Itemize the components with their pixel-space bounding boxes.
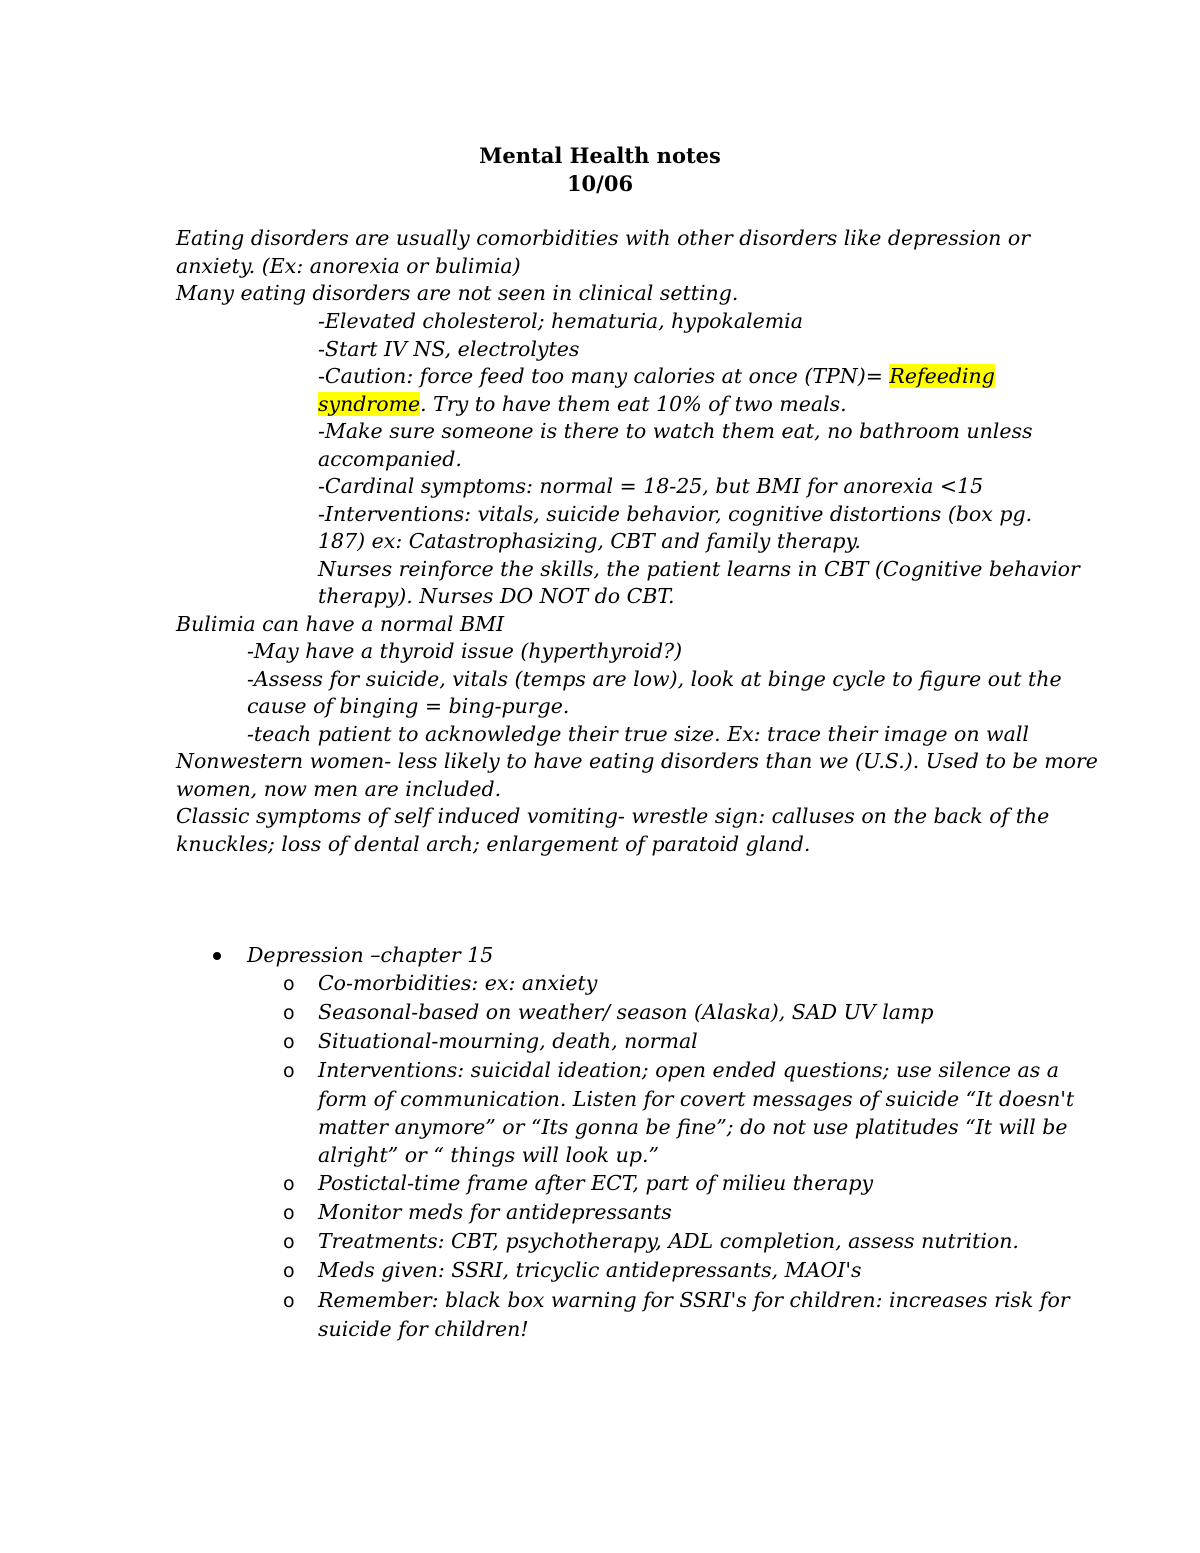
depression-item-continued: alright” or “ things will look up.” [318,1143,659,1167]
note-nurses-line-1: Nurses reinforce the skills, the patient learns in CBT (Cognitive behavior [318,557,1080,581]
depression-item: Seasonal-based on weather/ season (Alaska), SAD UV lamp [318,1000,934,1024]
sub-bullet-icon: o [283,1060,295,1082]
sub-bullet-icon: o [283,1260,295,1282]
note-watch-line-2: accompanied. [318,447,462,471]
note-start-iv: -Start IV NS, electrolytes [318,337,580,361]
sub-bullet-icon: o [283,973,295,995]
bulimia-assess-line-1: -Assess for suicide, vitals (temps are low), look at binge cycle to figure out the [247,667,1062,691]
many-disorders-line: Many eating disorders are not seen in clinical setting. [176,281,739,305]
highlight-refeeding: Refeeding [889,364,995,388]
sub-bullet-icon: o [283,1290,295,1312]
depression-item: Co-morbidities: ex: anxiety [318,971,598,995]
sub-bullet-icon: o [283,1231,295,1253]
depression-heading: Depression –chapter 15 [247,943,494,967]
note-cardinal-symptoms: -Cardinal symptoms: normal = 18-25, but BMI for anorexia <15 [318,474,984,498]
depression-item: Treatments: CBT, psychotherapy, ADL completion, assess nutrition. [318,1229,1019,1253]
note-nurses-line-2: therapy). Nurses DO NOT do CBT. [318,584,675,608]
nonwestern-line-2: women, now men are included. [176,777,502,801]
depression-item: Situational-mourning, death, normal [318,1029,698,1053]
caution-text-end: . Try to have them eat 10% of two meals. [420,392,847,416]
bulimia-teach: -teach patient to acknowledge their true size. Ex: trace their image on wall [247,722,1029,746]
sub-bullet-icon: o [283,1002,295,1024]
bulimia-thyroid: -May have a thyroid issue (hyperthyroid?) [247,639,683,663]
classic-symptoms-line-1: Classic symptoms of self induced vomiting- wrestle sign: calluses on the back of the [176,804,1050,828]
document-title: Mental Health notes [479,143,721,168]
bulimia-assess-line-2: cause of binging = bing-purge. [247,694,570,718]
note-watch-line-1: -Make sure someone is there to watch them eat, no bathroom unless [318,419,1033,443]
depression-item: Monitor meds for antidepressants [318,1200,672,1224]
depression-item: Meds given: SSRI, tricyclic antidepressants, MAOI's [318,1258,862,1282]
depression-item: Interventions: suicidal ideation; open ended questions; use silence as a [318,1058,1059,1082]
classic-symptoms-line-2: knuckles; loss of dental arch; enlargement of paratoid gland. [176,832,811,856]
depression-item-continued: suicide for children! [318,1317,529,1341]
depression-item: Remember: black box warning for SSRI's for children: increases risk for [318,1288,1070,1312]
highlight-syndrome: syndrome [318,392,421,416]
note-interventions-line-1: -Interventions: vitals, suicide behavior, cognitive distortions (box pg. [318,502,1033,526]
bulimia-line: Bulimia can have a normal BMI [176,612,505,636]
caution-text: -Caution: force feed too many calories at once (TPN)= [318,364,890,388]
sub-bullet-icon: o [283,1031,295,1053]
nonwestern-line-1: Nonwestern women- less likely to have eating disorders than we (U.S.). Used to be more [176,749,1098,773]
note-caution-line-1 [318,363,995,390]
note-caution-line-2 [318,391,847,418]
sub-bullet-icon: o [283,1173,295,1195]
eating-intro-line-1: Eating disorders are usually comorbidities with other disorders like depression or [176,226,1031,250]
note-interventions-line-2: 187) ex: Catastrophasizing, CBT and family therapy. [318,529,861,553]
eating-intro-line-2: anxiety. (Ex: anorexia or bulimia) [176,254,521,278]
note-cholesterol: -Elevated cholesterol; hematuria, hypokalemia [318,309,803,333]
sub-bullet-icon: o [283,1202,295,1224]
depression-item: Postictal-time frame after ECT, part of milieu therapy [318,1171,874,1195]
bullet-dot-icon [213,952,221,960]
depression-item-continued: matter anymore” or “Its gonna be fine”; do not use platitudes “It will be [318,1115,1068,1139]
depression-item-continued: form of communication. Listen for covert messages of suicide “It doesn't [318,1087,1075,1111]
document-date: 10/06 [566,171,634,196]
